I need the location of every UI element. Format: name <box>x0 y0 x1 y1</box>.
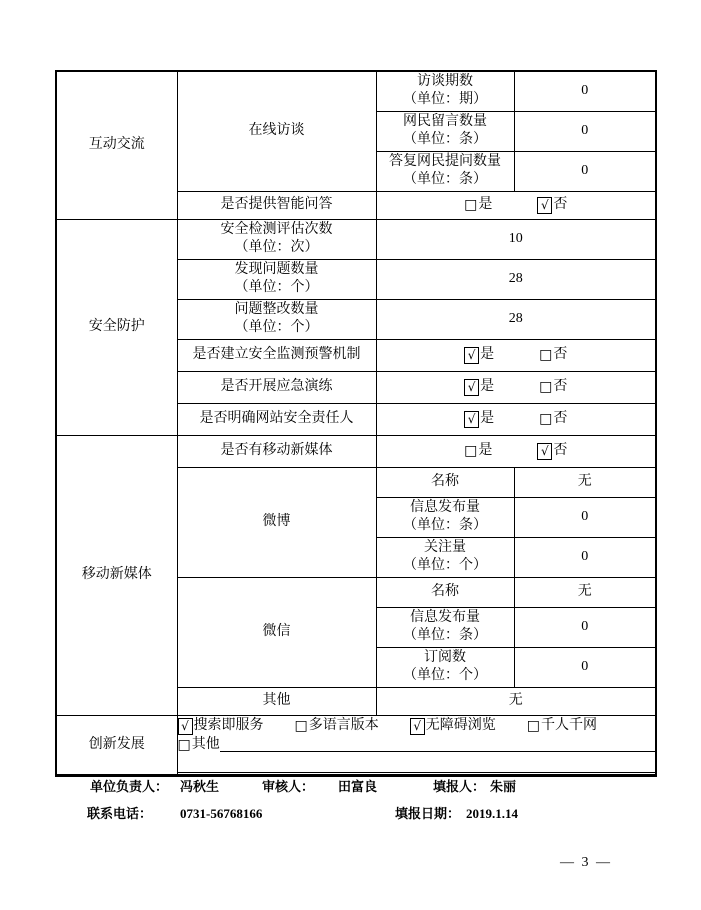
metric-value: 无 <box>514 467 656 497</box>
filler-name: 朱丽 <box>490 779 517 794</box>
metric-value: 28 <box>376 299 656 339</box>
metric-unit: （单位：期） <box>403 92 487 108</box>
metric-name: 信息发布量 <box>410 500 480 515</box>
table-row <box>56 435 656 467</box>
report-table <box>55 70 657 777</box>
section-label-interaction: 互动交流 <box>56 71 177 219</box>
checkbox-unchecked-icon: □ <box>539 411 553 427</box>
metric-name: 信息发布量 <box>410 610 480 625</box>
report-date-label: 填报日期： <box>395 806 461 821</box>
no-label: 否 <box>553 443 568 458</box>
checkbox-checked-icon: √ <box>464 379 479 396</box>
metric-name: 名称 <box>431 474 459 489</box>
metric-value: 0 <box>514 537 656 577</box>
blank-underline <box>220 739 655 752</box>
no-option <box>539 410 567 428</box>
option-label: 多语言版本 <box>308 718 379 733</box>
no-label: 否 <box>553 411 568 426</box>
wechat-label: 微信 <box>177 577 376 687</box>
reviewer-label: 审核人： <box>262 779 315 794</box>
phone-number: 0731-56768166 <box>180 806 263 821</box>
yesno-label-security-officer: 是否明确网站安全责任人 <box>177 403 376 435</box>
no-option <box>539 378 567 396</box>
metric-value: 0 <box>514 111 656 151</box>
no-option <box>539 346 567 364</box>
innovation-options-cell <box>177 715 656 775</box>
online-interview-label: 在线访谈 <box>177 71 376 191</box>
metric-unit: （单位：个） <box>234 320 319 335</box>
yesno-value-cell <box>376 435 656 467</box>
option-other <box>178 736 220 754</box>
table-row <box>56 219 656 259</box>
metric-label-weibo-followers <box>376 537 514 577</box>
no-label: 否 <box>553 347 568 362</box>
metric-value: 10 <box>376 219 656 259</box>
checkbox-unchecked-icon: □ <box>539 379 553 395</box>
yes-option <box>464 442 492 460</box>
filler-label: 填报人： <box>433 779 486 794</box>
checkbox-unchecked-icon: □ <box>464 197 478 213</box>
checkbox-checked-icon: √ <box>537 197 552 214</box>
metric-unit: （单位：次） <box>234 240 319 255</box>
checkbox-checked-icon: √ <box>178 718 193 735</box>
phone-label: 联系电话： <box>87 806 153 821</box>
report-date-value: 2019.1.14 <box>466 806 518 821</box>
yes-label: 是 <box>478 443 493 458</box>
metric-value: 28 <box>376 259 656 299</box>
yes-label: 是 <box>480 411 495 426</box>
section-label-mobile-media: 移动新媒体 <box>56 435 177 715</box>
yesno-value-cell <box>376 403 656 435</box>
no-label: 否 <box>553 197 568 212</box>
yes-label: 是 <box>480 379 495 394</box>
metric-label-netizen-messages <box>376 111 514 151</box>
weibo-label: 微博 <box>177 467 376 577</box>
option-accessibility <box>410 717 496 735</box>
metric-unit: （单位：个） <box>403 558 487 573</box>
no-label: 否 <box>553 379 568 394</box>
table-row <box>56 715 656 775</box>
option-search-as-service <box>178 717 264 735</box>
metric-value: 0 <box>514 497 656 537</box>
unit-responsible-label: 单位负责人： <box>90 779 169 794</box>
metric-name: 访谈期数 <box>417 74 473 90</box>
checkbox-unchecked-icon: □ <box>539 347 553 363</box>
unit-responsible-name: 冯秋生 <box>180 779 220 794</box>
metric-unit: （单位：条） <box>403 518 487 533</box>
metric-name: 订阅数 <box>424 650 466 665</box>
metric-label-wechat-subscribers <box>376 647 514 687</box>
metric-name: 答复网民提问数量 <box>389 154 501 169</box>
yes-option <box>464 378 494 396</box>
yes-label: 是 <box>480 347 495 362</box>
page-number: — 3 — <box>560 855 612 870</box>
option-label: 其他 <box>191 737 220 752</box>
metric-unit: （单位：条） <box>403 628 487 643</box>
metric-label-replies <box>376 151 514 191</box>
table-row <box>56 71 656 111</box>
metric-label-weibo-posts <box>376 497 514 537</box>
checkbox-unchecked-icon: □ <box>464 443 478 459</box>
other-media-value: 无 <box>376 687 656 715</box>
metric-unit: （单位：个） <box>403 668 487 683</box>
metric-value: 0 <box>514 151 656 191</box>
metric-label-security-checks <box>177 219 376 259</box>
metric-label-problems-found <box>177 259 376 299</box>
metric-unit: （单位：条） <box>403 172 487 187</box>
blank-underline <box>178 760 656 773</box>
metric-name: 安全检测评估次数 <box>220 222 333 237</box>
metric-value: 0 <box>514 71 656 111</box>
checkbox-checked-icon: √ <box>410 718 425 735</box>
yes-label: 是 <box>478 197 493 212</box>
metric-label-wechat-posts <box>376 607 514 647</box>
no-option <box>537 196 567 214</box>
smart-qa-value-cell <box>376 191 656 219</box>
checkbox-unchecked-icon: □ <box>177 737 191 753</box>
option-label: 搜索即服务 <box>193 718 264 733</box>
yesno-label-has-mobile-media: 是否有移动新媒体 <box>177 435 376 467</box>
metric-label-wechat-name <box>376 577 514 607</box>
no-option <box>537 442 567 460</box>
checkbox-unchecked-icon: □ <box>294 718 308 734</box>
yes-option <box>464 410 494 428</box>
metric-value: 无 <box>514 577 656 607</box>
checkbox-checked-icon: √ <box>464 411 479 428</box>
metric-label-interview-count <box>376 71 514 111</box>
checkbox-checked-icon: √ <box>537 443 552 460</box>
metric-value: 0 <box>514 647 656 687</box>
metric-name: 网民留言数量 <box>403 114 487 129</box>
metric-name: 关注量 <box>424 540 466 555</box>
checkbox-unchecked-icon: □ <box>526 718 540 734</box>
section-label-security: 安全防护 <box>56 219 177 435</box>
metric-label-weibo-name <box>376 467 514 497</box>
yesno-value-cell <box>376 339 656 371</box>
option-label: 无障碍浏览 <box>425 718 496 733</box>
metric-name: 名称 <box>431 584 459 599</box>
yesno-label-warning-mechanism: 是否建立安全监测预警机制 <box>177 339 376 371</box>
option-multilingual <box>295 717 379 735</box>
metric-value: 0 <box>514 607 656 647</box>
section-label-innovation: 创新发展 <box>56 715 177 775</box>
smart-qa-label: 是否提供智能问答 <box>177 191 376 219</box>
reviewer-name: 田富良 <box>338 779 378 794</box>
option-label: 千人千网 <box>540 718 597 733</box>
yesno-value-cell <box>376 371 656 403</box>
other-media-label: 其他 <box>177 687 376 715</box>
option-personalized <box>527 717 597 735</box>
checkbox-checked-icon: √ <box>464 347 479 364</box>
metric-name: 发现问题数量 <box>234 262 319 277</box>
yes-option <box>464 196 492 214</box>
yes-option <box>464 346 494 364</box>
metric-unit: （单位：条） <box>403 132 487 147</box>
yesno-label-emergency-drill: 是否开展应急演练 <box>177 371 376 403</box>
metric-label-problems-fixed <box>177 299 376 339</box>
metric-name: 问题整改数量 <box>234 302 319 317</box>
metric-unit: （单位：个） <box>234 280 319 295</box>
